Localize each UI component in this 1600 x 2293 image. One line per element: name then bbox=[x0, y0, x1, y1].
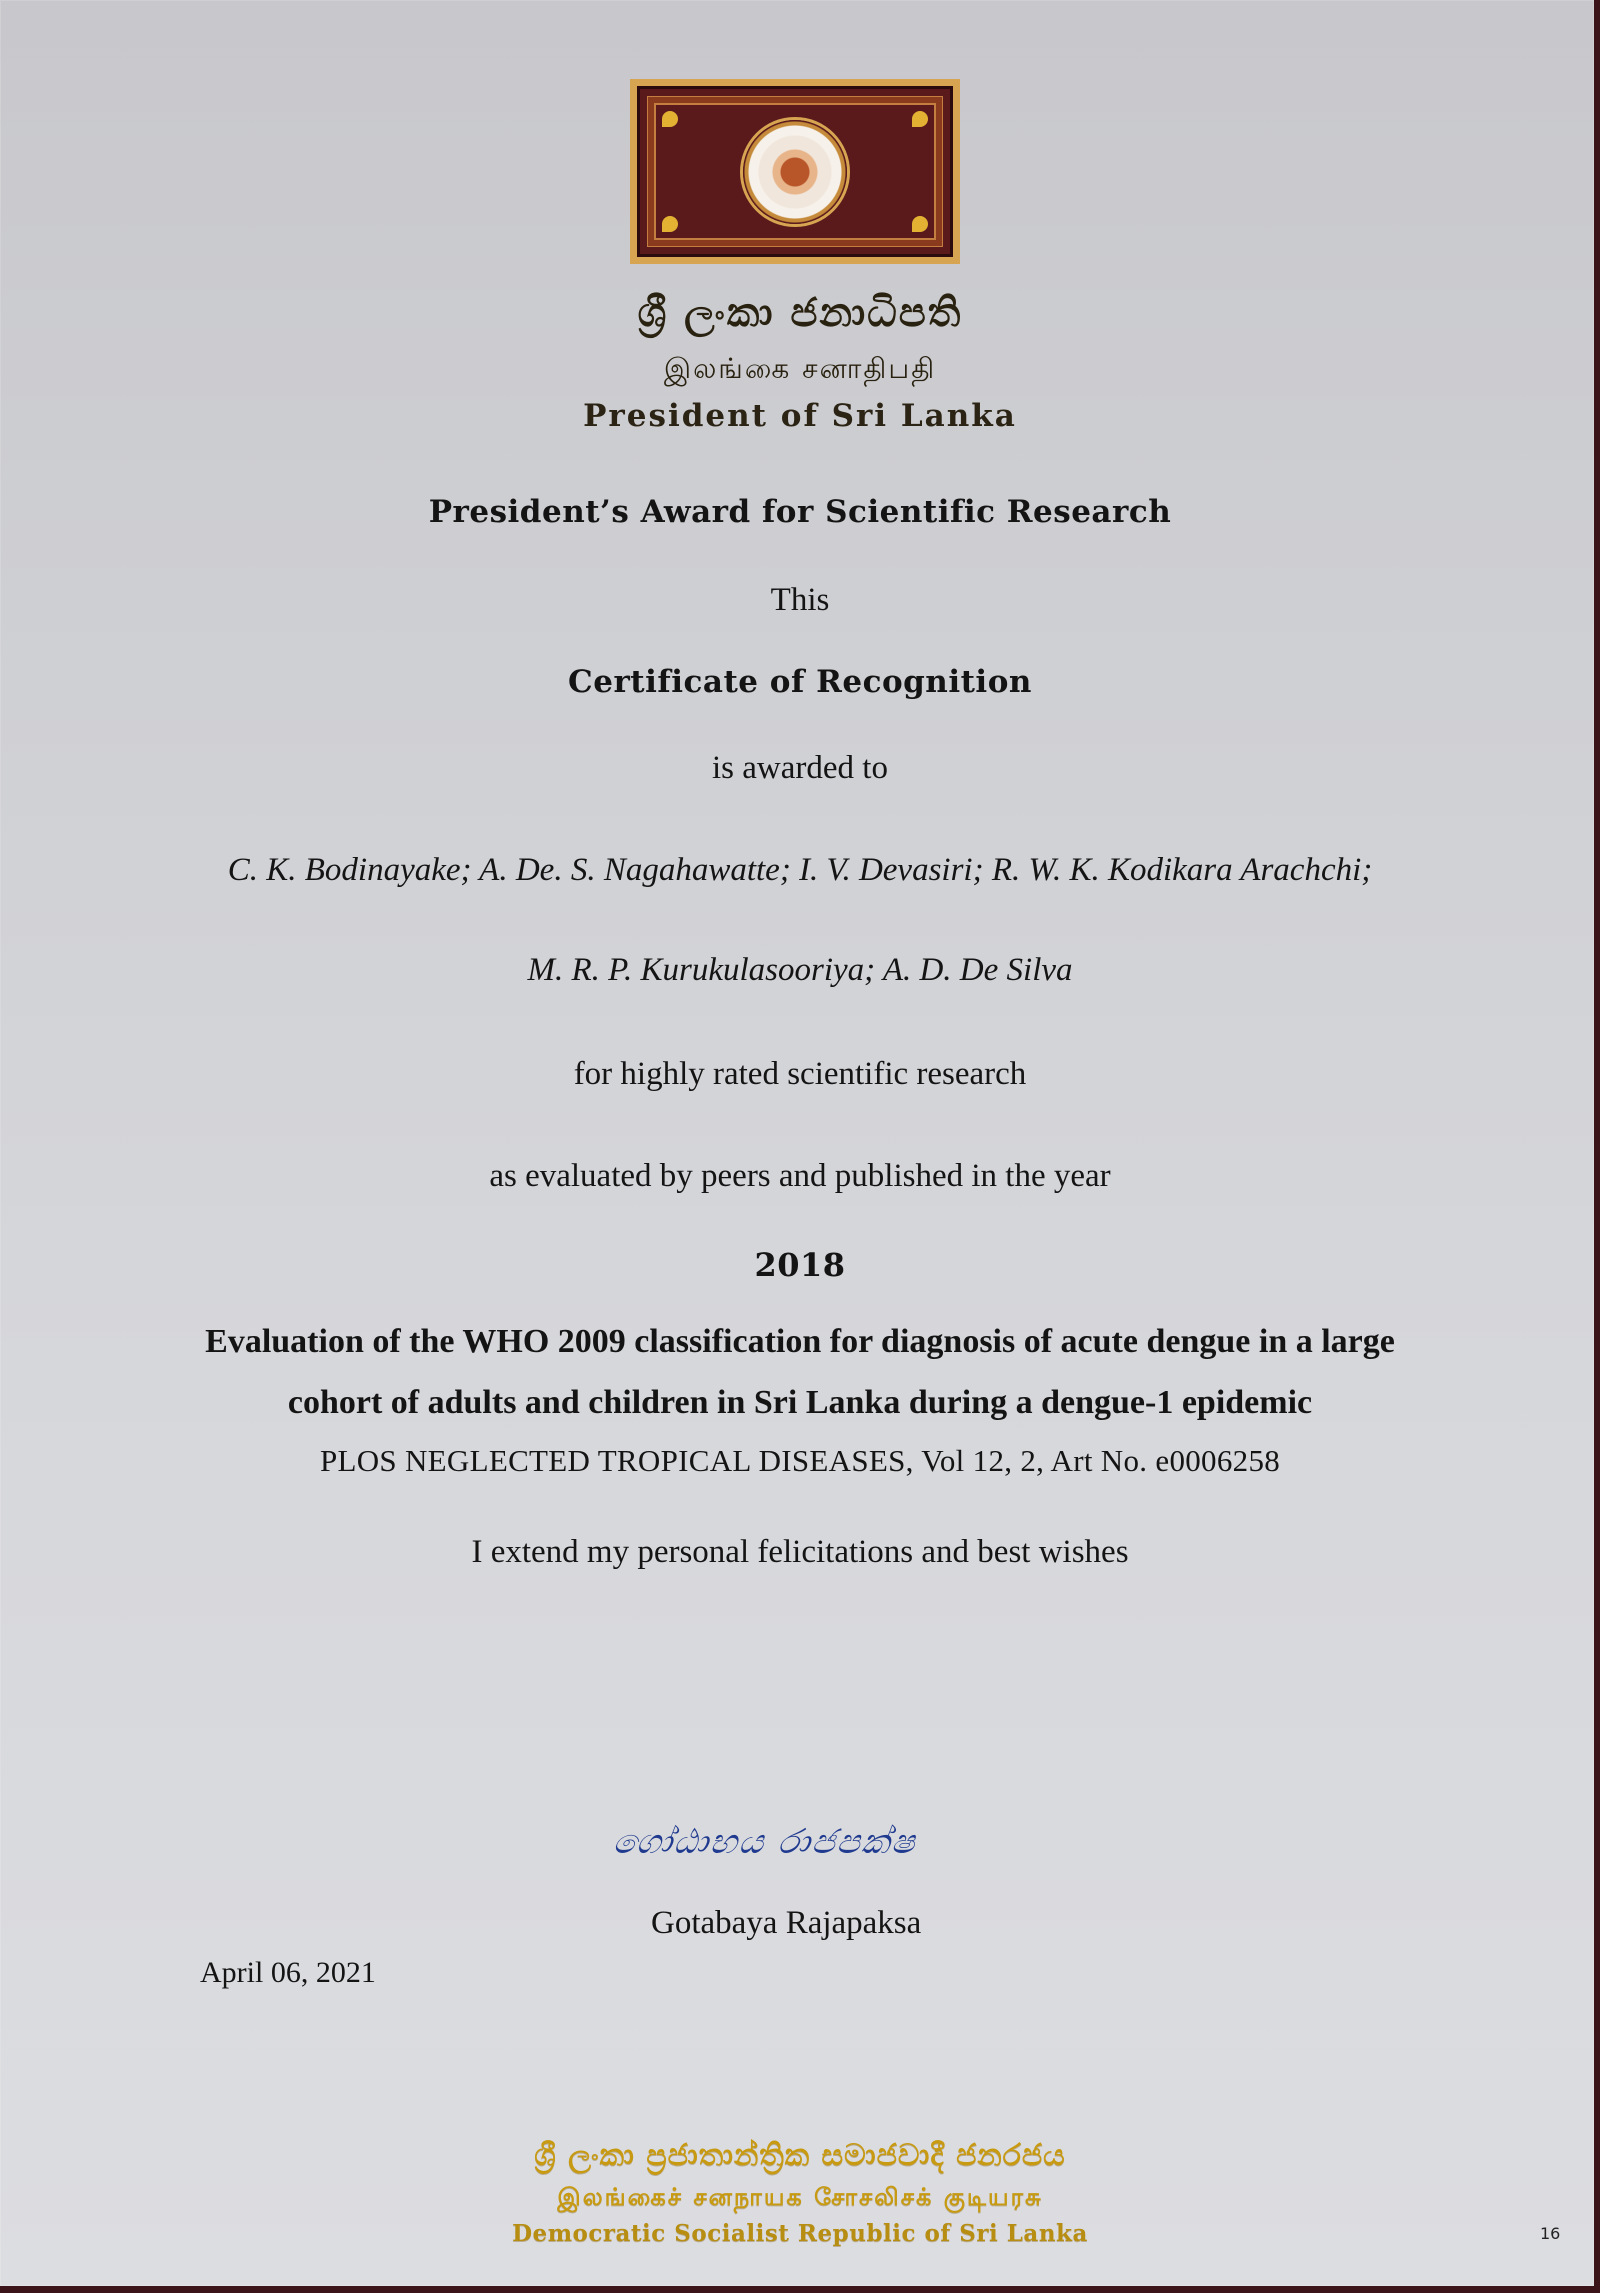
this-label: This bbox=[770, 582, 830, 618]
authors-line-1: C. K. Bodinayake; A. De. S. Nagahawatte; I. V. Devasiri; R. W. K. Kodikara Arachchi; bbox=[227, 852, 1373, 888]
certificate-title: Certificate of Recognition bbox=[568, 664, 1032, 700]
bo-leaf-icon bbox=[912, 111, 928, 127]
presidential-emblem-icon bbox=[630, 79, 960, 264]
evaluated-line: as evaluated by peers and published in the year bbox=[489, 1158, 1111, 1194]
bo-leaf-icon bbox=[662, 216, 678, 232]
issue-date: April 06, 2021 bbox=[200, 1956, 376, 1989]
header-english-title: President of Sri Lanka bbox=[583, 398, 1017, 434]
paper-title-line-1: Evaluation of the WHO 2009 classification for diagnosis of acute dengue in a large bbox=[205, 1323, 1395, 1360]
signature: ගෝඨාභය රාජපක්ෂ bbox=[610, 1822, 920, 1862]
award-year: 2018 bbox=[754, 1246, 846, 1284]
journal-citation: PLOS NEGLECTED TROPICAL DISEASES, Vol 12, 2, Art No. e0006258 bbox=[319, 1443, 1281, 1478]
header-tamil-title: இலங்கை சனாதிபதி bbox=[663, 352, 937, 385]
footer-english: Democratic Socialist Republic of Sri Lanka bbox=[512, 2220, 1088, 2247]
paper-title-line-2: cohort of adults and children in Sri Lanka during a dengue-1 epidemic bbox=[287, 1384, 1313, 1421]
footer-tamil: இலங்கைச் சனநாயக சோசலிசக் குடியரசு bbox=[557, 2183, 1043, 2211]
for-research-line: for highly rated scientific research bbox=[573, 1056, 1027, 1092]
awarded-label: is awarded to bbox=[712, 750, 888, 786]
page-number: 16 bbox=[1540, 2224, 1561, 2243]
footer-sinhala: ශ්‍රී ලංකා ප්‍රජාතාන්ත්‍රික සමාජවාදී ජනරජය bbox=[534, 2138, 1066, 2173]
lotus-wheel-icon bbox=[743, 120, 847, 224]
bo-leaf-icon bbox=[912, 216, 928, 232]
signer-name: Gotabaya Rajapaksa bbox=[651, 1905, 922, 1941]
award-title: President’s Award for Scientific Research bbox=[428, 494, 1172, 530]
header-sinhala-title: ශ්‍රී ලංකා ජනාධිපති bbox=[637, 290, 963, 336]
authors-line-2: M. R. P. Kurukulasooriya; A. D. De Silva bbox=[527, 952, 1073, 988]
bo-leaf-icon bbox=[662, 111, 678, 127]
wishes-line: I extend my personal felicitations and best wishes bbox=[471, 1534, 1129, 1570]
